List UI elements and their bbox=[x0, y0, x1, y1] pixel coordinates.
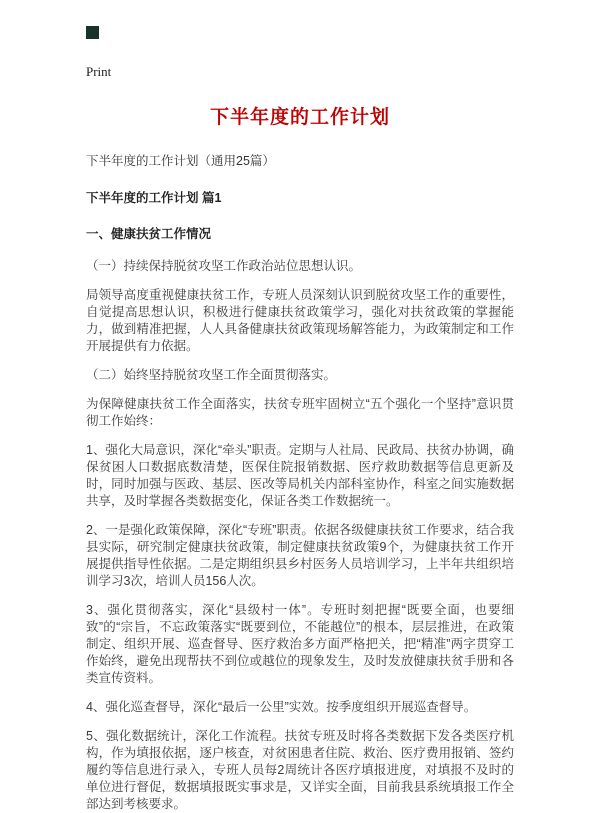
paragraph: 局领导高度重视健康扶贫工作，专班人员深刻认识到脱贫攻坚工作的重要性，自觉提高思想认识，积极进行健康扶贫政策学习，强化对扶贫政策的掌握能力，做到精准把握，人人具备健康扶贫政策现场解答能力，为政策制定和工作开展提供有力依据。 bbox=[86, 288, 514, 353]
paragraph: 3、强化贯彻落实，深化“县级村一体”。专班时刻把握“既要全面，也要细致”的“宗旨，不忘政策落实“既要到位，不能越位”的根本，层层推进，在政策制定、组织开展、巡查督导、医疗救治多方面严格把关，把“精准”两字贯穿工作始终，避免出现帮扶不到位或越位的现象发生，及时发放健康扶贫手册和各类宣传资料。 bbox=[86, 603, 514, 685]
paragraph: 为保障健康扶贫工作全面落实，扶贫专班牢固树立“五个强化一个坚持”意识贯彻工作始终： bbox=[86, 397, 514, 428]
print-link[interactable]: Print bbox=[86, 64, 112, 79]
paragraph: 5、强化数据统计，深化工作流程。扶贫专班及时将各类数据下发各类医疗机构，作为填报依据，逐户核查，对贫困患者住院、救治、医疗费用报销、签约履约等信息进行录入，专班人员每2周统计各医疗填报进度，对填报不及时的单位进行督促，数据填报既实事求是，又详实全面，目前我县系统填报工作全部达到考核要求。 bbox=[86, 729, 514, 811]
paragraph: （二）始终坚持脱贫攻坚工作全面贯彻落实。 bbox=[86, 368, 337, 382]
paragraph: 1、强化大局意识，深化“牵头”职责。定期与人社局、民政局、扶贫办协调，确保贫困人口数据底数清楚，医保住院报销数据、医疗救助数据等信息更新及时，同时加强与医政、基层、医改等局机关内部科室协作，科室之间实施数据共享，及时掌握各类数据变化，保证各类工作数据统一。 bbox=[86, 443, 514, 508]
paragraph: 2、一是强化政策保障，深化“专班”职责。依据各级健康扶贫工作要求，结合我县实际，研究制定健康扶贫政策，制定健康扶贫政策9个，为健康扶贫工作开展提供指导性依据。二是定期组织县乡村医务人员培训学习，上半年共组织培训学习3次，培训人员156人次。 bbox=[86, 523, 514, 588]
section-heading: 一、健康扶贫工作情况 bbox=[86, 227, 212, 241]
paragraph: （一）持续保持脱贫攻坚工作政治站位思想认识。 bbox=[86, 259, 362, 273]
part-heading: 下半年度的工作计划 篇1 bbox=[86, 191, 222, 205]
image-placeholder-icon bbox=[86, 26, 99, 39]
paragraph: 4、强化巡查督导，深化“最后一公里”实效。按季度组织开展巡查督导。 bbox=[86, 700, 477, 714]
page-title: 下半年度的工作计划 bbox=[209, 107, 390, 128]
doc-subtitle: 下半年度的工作计划（通用25篇） bbox=[86, 154, 275, 168]
